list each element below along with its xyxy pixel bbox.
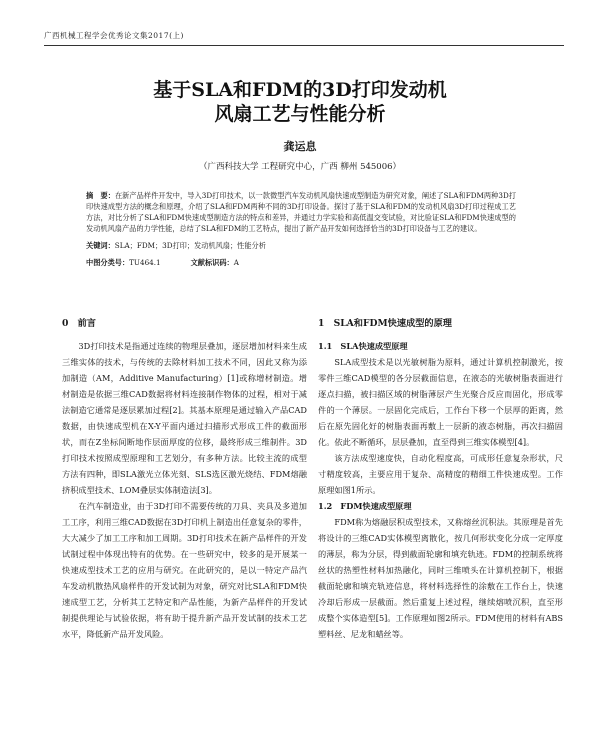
affiliation: （广西科技大学 工程研究中心，广西 柳州 545006） <box>198 162 402 172</box>
doc-code: A <box>233 258 239 267</box>
intro-paragraph-1: 3D打印技术是指通过连续的物理层叠加，逐层增加材料来生成三维实体的技术，与传统的去除材料加工技术不同，因此又称为添加制造（AM，Additive Manufacturing）[1]或称增材制造。增材制造是依据三维CAD数据将材料连接制作物体的过程，相对于减法制造它通常是逐层累加过程[2]。其基本原理是通过输入产品CAD数据，由快速成型机在X-Y平面内通过扫描形式形成工件的截面形状，而在Z坐标间断地作层面厚度的位移，最终形成三维制件。3D打印技术按照成型原理和工艺划分，有多种方法。比较主流的成型方法有四种，即SLA激光立体光刻、SLS选区激光烧结、FDM熔融挤积成型技术、LOM叠层实体制造法[3]。 <box>62 341 307 495</box>
author: 龚运息 <box>283 140 317 153</box>
keywords-label: 关键词： <box>86 241 115 250</box>
section-heading-principles: 1 SLA和FDM快速成型的原理 <box>318 318 452 329</box>
subsection-heading-sla: 1.1 SLA快速成型原理 <box>318 341 408 351</box>
fdm-paragraph: FDM称为熔融层积成型技术，又称熔丝沉积法。其原理是首先将设计的三维CAD实体模型离散化，按几何形状变化分成一定厚度的薄层，称为分层，得到截面轮廓和填充轨迹。FDM的控制系统将丝状的热塑性材料加热融化，同时三维喷头在计算机控制下，根据截面轮廓和填充轨迹信息，将材料选择性的涂敷在工作台上，快速冷却后形成一层截面。然后重复上述过程，继续熔喷沉积，直至形成整个实体造型[5]。工作原理如图2所示。FDM使用的材料有ABS塑料丝、尼龙和蜡丝等。 <box>318 517 563 639</box>
title-block <box>40 78 560 172</box>
section-heading-intro: 0 前言 <box>62 318 96 329</box>
intro-paragraph-2: 在汽车制造业，由于3D打印不需要传统的刀具、夹具及多道加工工序，利用三维CAD数据在3D打印机上制造出任意复杂的零件，大大减少了加工工序和加工周期。3D打印技术在新产品样件的开发试制过程中体现出特有的优势。在一些研究中，较多的是开展某一快速成型技术工艺的应用与研究。在此研究的，是以一特定产品汽车发动机散热风扇样件的开发试制为对象，研究对比SLA和FDM快速成型工艺，分析其工艺特定和产品性能，为新产品样件的开发试制提供理论与试验依据，将有助于提升新产品开发试制的技术工艺水平，降低新产品开发风险。 <box>62 501 307 639</box>
running-header: 广西机械工程学会优秀论文集2017(上) <box>44 30 564 46</box>
abstract-label: 摘 要： <box>86 191 115 200</box>
sla-paragraph-2: 该方法成型速度快，自动化程度高，可成形任意复杂形状，尺寸精度较高，主要应用于复杂、高精度的精细工件快速成型。工作原理如图1所示。 <box>318 453 563 495</box>
right-column <box>318 316 563 642</box>
paper-title-line1: 基于SLA和FDM的3D打印发动机 <box>153 79 447 101</box>
left-column <box>62 316 307 642</box>
abstract <box>86 190 516 268</box>
sla-paragraph-1: SLA成型技术是以光敏树脂为原料，通过计算机控制激光，按零件三维CAD模型的各分层截面信息，在液态的光敏树脂表面进行逐点扫描，被扫描区域的树脂薄层产生光聚合反应而固化，形成零件的一个薄层。一层固化完成后，工作台下移一个层厚的距离，然后在原先固化好的树脂表面再敷上一层新的液态树脂，再次扫描固化。依此不断循环，层层叠加，直至得到三维实体模型[4]。 <box>318 357 563 447</box>
clc-number: TU464.1 <box>129 258 161 267</box>
abstract-text: 在新产品样件开发中，导入3D打印技术，以一款微型汽车发动机风扇快速成型制造为研究对象，阐述了SLA和FDM两种3D打印快速成型方法的概念和原理，介绍了SLA和FDM两种不同的3D打印设备。探讨了基于SLA和FDM的发动机风扇3D打印过程成工艺方法，对比分析了SLA和FDM快速成型制造方法的特点和差异，并通过力学实验和高低温交变试验，对比验证SLA和FDM快速成型的发动机风扇产品的力学性能，总结了SLA和FDM的工艺特点，提出了新产品开发如何选择恰当的3D打印设备与工艺的建议。 <box>86 191 516 233</box>
subsection-heading-fdm: 1.2 FDM快速成型原理 <box>318 501 412 511</box>
clc-label: 中图分类号： <box>86 258 130 267</box>
paper-title-line2: 风扇工艺与性能分析 <box>214 103 386 125</box>
keywords: SLA；FDM；3D打印；发动机风扇；性能分析 <box>114 241 266 250</box>
doc-code-label: 文献标识码： <box>190 258 234 267</box>
